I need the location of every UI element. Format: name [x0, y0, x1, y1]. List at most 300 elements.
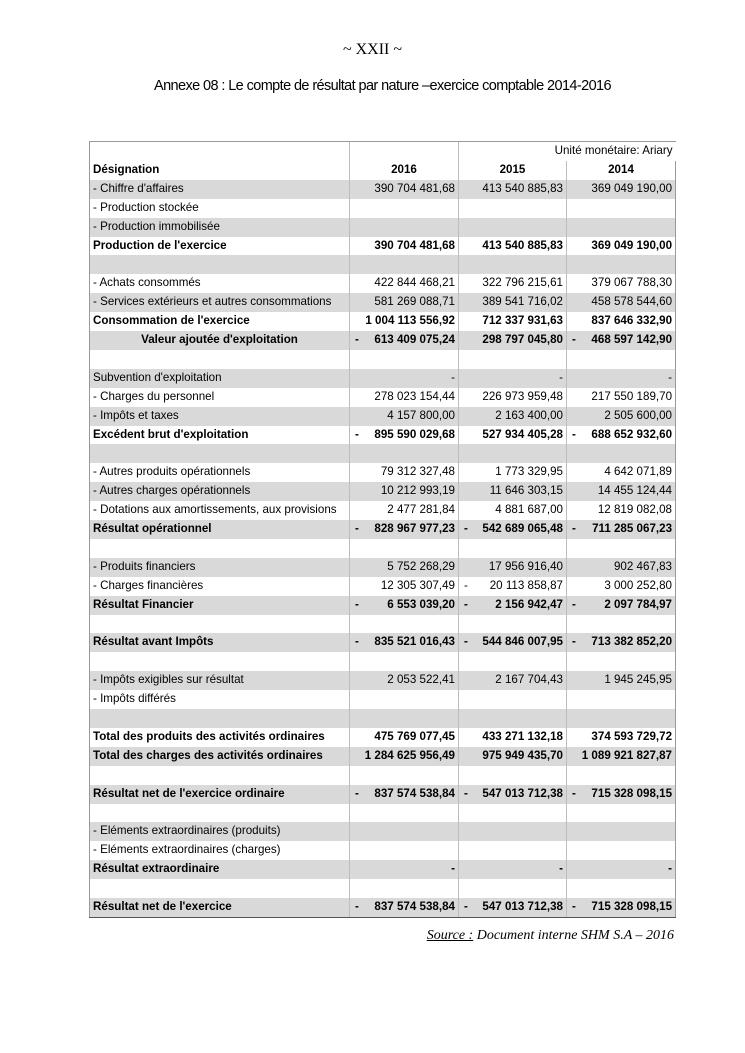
value-2014	[567, 350, 676, 369]
value-2016	[350, 293, 459, 312]
value-2016	[350, 274, 459, 293]
value-2015	[459, 652, 567, 671]
value-text: 1 773 329,95	[495, 465, 563, 479]
row-label	[90, 709, 350, 728]
value-2014	[567, 369, 676, 388]
row-label: Résultat extraordinaire	[90, 860, 350, 879]
annex-title: Annexe 08 : Le compte de résultat par nature –exercice comptable 2014-2016	[154, 78, 611, 94]
table-row	[90, 199, 676, 218]
row-label: - Charges du personnel	[90, 388, 350, 407]
value-text: 413 540 885,83	[482, 238, 563, 252]
row-label: - Dotations aux amortissements, aux provisions	[90, 501, 350, 520]
value-2016	[350, 766, 459, 785]
value-2015	[459, 388, 567, 407]
value-text: 1 004 113 556,92	[365, 314, 455, 328]
value-2015	[459, 709, 567, 728]
value-text: 837 646 332,90	[591, 314, 673, 328]
row-label: - Achats consommés	[90, 274, 350, 293]
source-label: Source :	[426, 928, 474, 943]
table-row	[90, 218, 676, 237]
value-2016	[350, 822, 459, 841]
row-label	[90, 879, 350, 898]
value-text: 217 550 189,70	[591, 389, 673, 403]
value-2014	[567, 407, 676, 426]
value-text: -	[559, 862, 563, 876]
value-2016	[350, 652, 459, 671]
value-2016	[350, 747, 459, 766]
spacer-row	[90, 350, 676, 369]
value-2014	[567, 652, 676, 671]
value-2015	[459, 558, 567, 577]
value-2016	[350, 690, 459, 709]
negative-sign: -	[355, 333, 359, 347]
value-text: -	[451, 370, 455, 384]
value-text: 389 541 716,02	[482, 295, 563, 309]
negative-sign: -	[355, 597, 359, 611]
value-2014	[567, 860, 676, 879]
unit-empty-cell	[350, 142, 459, 161]
row-label: Résultat net de l'exercice	[90, 898, 350, 917]
value-2016	[350, 331, 459, 350]
value-text: 902 467,83	[613, 559, 673, 573]
table-row	[90, 822, 676, 841]
value-text: 11 646 303,15	[489, 484, 563, 498]
value-2015	[459, 577, 567, 596]
row-label: Résultat net de l'exercice ordinaire	[90, 785, 350, 804]
row-label	[90, 350, 350, 369]
row-label: - Produits financiers	[90, 558, 350, 577]
value-text: 3 000 252,80	[604, 578, 673, 592]
value-text: -	[668, 370, 673, 384]
value-2015	[459, 350, 567, 369]
value-2014	[567, 444, 676, 463]
value-text: -	[451, 862, 455, 876]
value-2015	[459, 255, 567, 274]
spacer-row	[90, 766, 676, 785]
value-2015	[459, 766, 567, 785]
value-2014	[567, 709, 676, 728]
row-label: Total des produits des activités ordinaires	[90, 728, 350, 747]
value-text: 20 113 858,87	[489, 578, 563, 592]
row-label: Excédent brut d'exploitation	[90, 426, 350, 445]
value-2015	[459, 860, 567, 879]
value-2014	[567, 558, 676, 577]
source-text: Document interne SHM S.A – 2016	[473, 928, 674, 943]
value-2016	[350, 255, 459, 274]
value-2016	[350, 596, 459, 615]
table-row	[90, 463, 676, 482]
value-2014	[567, 218, 676, 237]
value-text: 828 967 977,23	[374, 522, 455, 536]
value-text: 1 089 921 827,87	[581, 748, 673, 762]
value-2015	[459, 539, 567, 558]
value-2015	[459, 520, 567, 539]
value-2015	[459, 633, 567, 652]
negative-sign: -	[464, 635, 468, 649]
value-2015	[459, 199, 567, 218]
row-label: Résultat Financier	[90, 596, 350, 615]
value-2015	[459, 274, 567, 293]
income-statement-table	[89, 141, 676, 918]
table-row	[90, 898, 676, 917]
row-label	[90, 804, 350, 823]
negative-sign: -	[355, 522, 359, 536]
value-2014	[567, 596, 676, 615]
value-text: 12 819 082,08	[597, 503, 673, 517]
value-2014	[567, 785, 676, 804]
value-2015	[459, 898, 567, 917]
row-label	[90, 444, 350, 463]
value-2014	[567, 274, 676, 293]
value-text: 2 167 704,43	[495, 673, 563, 687]
table-row	[90, 482, 676, 501]
negative-sign: -	[464, 597, 468, 611]
table-row	[90, 860, 676, 879]
table-row	[90, 633, 676, 652]
source-note	[427, 928, 674, 944]
negative-sign: -	[572, 597, 576, 611]
header-2016: 2016	[350, 161, 459, 180]
row-label: - Services extérieurs et autres consommations	[90, 293, 350, 312]
spacer-row	[90, 709, 676, 728]
value-text: 369 049 190,00	[591, 181, 673, 195]
value-2016	[350, 350, 459, 369]
table-row	[90, 331, 676, 350]
row-label	[90, 652, 350, 671]
value-2016	[350, 633, 459, 652]
value-2014	[567, 879, 676, 898]
row-label: - Charges financières	[90, 577, 350, 596]
value-2014	[567, 577, 676, 596]
value-2015	[459, 426, 567, 445]
value-2014	[567, 804, 676, 823]
value-text: 17 956 916,40	[488, 559, 563, 573]
table-row	[90, 501, 676, 520]
value-2016	[350, 312, 459, 331]
table-row	[90, 180, 676, 199]
negative-sign: -	[464, 522, 468, 536]
table-row	[90, 785, 676, 804]
value-2016	[350, 218, 459, 237]
spacer-row	[90, 255, 676, 274]
value-2016	[350, 482, 459, 501]
value-2014	[567, 293, 676, 312]
value-2016	[350, 841, 459, 860]
value-text: 2 505 600,00	[604, 408, 673, 422]
row-label: - Autres charges opérationnels	[90, 482, 350, 501]
table-row	[90, 520, 676, 539]
value-text: 835 521 016,43	[374, 635, 455, 649]
row-label: - Impôts exigibles sur résultat	[90, 671, 350, 690]
table-row	[90, 596, 676, 615]
value-2014	[567, 331, 676, 350]
header-2014: 2014	[567, 161, 676, 180]
value-2016	[350, 860, 459, 879]
negative-sign: -	[355, 900, 359, 914]
value-2016	[350, 558, 459, 577]
table-row	[90, 293, 676, 312]
row-label: - Eléments extraordinaires (charges)	[90, 841, 350, 860]
value-text: 475 769 077,45	[374, 729, 455, 743]
value-2015	[459, 747, 567, 766]
value-text: 14 455 124,44	[597, 484, 673, 498]
value-2016	[350, 237, 459, 256]
negative-sign: -	[355, 427, 359, 441]
negative-sign: -	[572, 900, 576, 914]
value-2014	[567, 615, 676, 634]
value-2015	[459, 237, 567, 256]
table-row	[90, 388, 676, 407]
value-2014	[567, 463, 676, 482]
value-2016	[350, 709, 459, 728]
value-text: 542 689 065,48	[482, 522, 563, 536]
negative-sign: -	[464, 900, 468, 914]
negative-sign: -	[572, 635, 576, 649]
value-2015	[459, 312, 567, 331]
negative-sign: -	[572, 522, 576, 536]
value-text: 2 053 522,41	[387, 673, 455, 687]
value-2016	[350, 520, 459, 539]
value-2014	[567, 728, 676, 747]
value-2014	[567, 766, 676, 785]
row-label: - Chiffre d'affaires	[90, 180, 350, 199]
value-text: 298 797 045,80	[482, 333, 563, 347]
negative-sign: -	[355, 786, 359, 800]
value-2014	[567, 180, 676, 199]
value-2014	[567, 633, 676, 652]
value-2016	[350, 898, 459, 917]
value-text: 468 597 142,90	[591, 333, 673, 347]
row-label	[90, 539, 350, 558]
value-2016	[350, 577, 459, 596]
unit-row	[90, 142, 676, 161]
value-text: 4 881 687,00	[495, 503, 563, 517]
spacer-row	[90, 615, 676, 634]
value-2015	[459, 482, 567, 501]
value-2014	[567, 199, 676, 218]
table-row	[90, 841, 676, 860]
value-text: 278 023 154,44	[374, 389, 455, 403]
value-text: 422 844 468,21	[374, 276, 455, 290]
negative-sign: -	[572, 333, 576, 347]
value-2015	[459, 331, 567, 350]
spacer-row	[90, 652, 676, 671]
value-2015	[459, 293, 567, 312]
value-text: 837 574 538,84	[374, 786, 455, 800]
value-2015	[459, 369, 567, 388]
value-text: 715 328 098,15	[591, 786, 673, 800]
value-text: 413 540 885,83	[482, 181, 563, 195]
value-2016	[350, 501, 459, 520]
table-row	[90, 426, 676, 445]
value-2016	[350, 369, 459, 388]
spacer-row	[90, 804, 676, 823]
value-text: 544 846 007,95	[482, 635, 563, 649]
header-2015: 2015	[459, 161, 567, 180]
value-2014	[567, 312, 676, 331]
value-2016	[350, 615, 459, 634]
value-2014	[567, 539, 676, 558]
value-text: 895 590 029,68	[374, 427, 455, 441]
value-text: 715 328 098,15	[591, 900, 673, 914]
value-text: 379 067 788,30	[591, 276, 673, 290]
negative-sign: -	[464, 786, 468, 800]
negative-sign: -	[355, 635, 359, 649]
value-2015	[459, 728, 567, 747]
value-2015	[459, 615, 567, 634]
table-row	[90, 274, 676, 293]
value-text: -	[559, 370, 563, 384]
page-number: ~ XXII ~	[342, 41, 403, 58]
row-label	[90, 615, 350, 634]
value-text: 613 409 075,24	[374, 333, 455, 347]
row-label: Valeur ajoutée d'exploitation	[90, 331, 350, 350]
spacer-row	[90, 879, 676, 898]
table-row	[90, 312, 676, 331]
value-2016	[350, 463, 459, 482]
table-row	[90, 577, 676, 596]
value-text: 5 752 268,29	[387, 559, 455, 573]
value-2016	[350, 407, 459, 426]
value-2015	[459, 444, 567, 463]
value-text: 2 163 400,00	[495, 408, 563, 422]
value-text: 547 013 712,38	[482, 900, 563, 914]
row-label	[90, 255, 350, 274]
row-label: Consommation de l'exercice	[90, 312, 350, 331]
value-2016	[350, 388, 459, 407]
table-row	[90, 728, 676, 747]
value-2016	[350, 728, 459, 747]
value-text: 4 642 071,89	[604, 465, 673, 479]
value-2016	[350, 539, 459, 558]
value-2016	[350, 671, 459, 690]
value-text: -	[668, 862, 673, 876]
value-2014	[567, 822, 676, 841]
value-text: 6 553 039,20	[387, 597, 455, 611]
value-text: 12 305 307,49	[380, 578, 455, 592]
row-label: - Production immobilisée	[90, 218, 350, 237]
row-label: - Eléments extraordinaires (produits)	[90, 822, 350, 841]
value-2016	[350, 180, 459, 199]
row-label: - Production stockée	[90, 199, 350, 218]
value-2015	[459, 596, 567, 615]
value-text: 2 097 784,97	[604, 597, 673, 611]
value-text: 581 269 088,71	[374, 295, 455, 309]
negative-sign: -	[572, 786, 576, 800]
value-2016	[350, 426, 459, 445]
value-text: 711 285 067,23	[592, 522, 673, 536]
value-text: 374 593 729,72	[591, 729, 673, 743]
unit-label: Unité monétaire: Ariary	[459, 142, 676, 161]
value-2014	[567, 520, 676, 539]
value-text: 390 704 481,68	[374, 181, 455, 195]
value-text: 527 934 405,28	[482, 427, 563, 441]
row-label: - Impôts et taxes	[90, 407, 350, 426]
value-2015	[459, 879, 567, 898]
value-text: 1 945 245,95	[604, 673, 673, 687]
value-2015	[459, 180, 567, 199]
value-text: 458 578 544,60	[591, 295, 673, 309]
value-2014	[567, 237, 676, 256]
value-2015	[459, 407, 567, 426]
value-2016	[350, 785, 459, 804]
row-label	[90, 766, 350, 785]
value-2015	[459, 218, 567, 237]
value-2016	[350, 879, 459, 898]
spacer-row	[90, 444, 676, 463]
value-2015	[459, 463, 567, 482]
value-2014	[567, 690, 676, 709]
row-label: Subvention d'exploitation	[90, 369, 350, 388]
negative-sign: -	[464, 578, 468, 592]
value-2015	[459, 690, 567, 709]
value-2015	[459, 822, 567, 841]
value-2015	[459, 841, 567, 860]
value-text: 1 284 625 956,49	[364, 748, 455, 762]
value-text: 837 574 538,84	[374, 900, 455, 914]
value-2014	[567, 482, 676, 501]
header-designation: Désignation	[90, 161, 350, 180]
row-label: Total des charges des activités ordinaires	[90, 747, 350, 766]
value-2014	[567, 671, 676, 690]
table-row	[90, 369, 676, 388]
value-text: 2 156 942,47	[495, 597, 563, 611]
row-label: - Impôts différés	[90, 690, 350, 709]
value-2015	[459, 501, 567, 520]
row-label: Production de l'exercice	[90, 237, 350, 256]
value-2015	[459, 671, 567, 690]
value-2014	[567, 747, 676, 766]
table-row	[90, 690, 676, 709]
table-row	[90, 747, 676, 766]
value-2016	[350, 444, 459, 463]
row-label: Résultat avant Impôts	[90, 633, 350, 652]
value-2016	[350, 199, 459, 218]
value-text: 369 049 190,00	[591, 238, 673, 252]
value-text: 547 013 712,38	[482, 786, 563, 800]
value-2014	[567, 426, 676, 445]
value-text: 2 477 281,84	[387, 503, 455, 517]
value-text: 79 312 327,48	[380, 465, 455, 479]
unit-empty-cell	[90, 142, 350, 161]
value-2015	[459, 804, 567, 823]
table-row	[90, 671, 676, 690]
value-2014	[567, 388, 676, 407]
table-row	[90, 558, 676, 577]
value-text: 4 157 800,00	[387, 408, 455, 422]
table-row	[90, 237, 676, 256]
value-text: 712 337 931,63	[482, 314, 563, 328]
value-2014	[567, 841, 676, 860]
value-2014	[567, 255, 676, 274]
row-label: - Autres produits opérationnels	[90, 463, 350, 482]
table-row	[90, 407, 676, 426]
value-text: 226 973 959,48	[482, 389, 563, 403]
value-text: 322 796 215,61	[482, 276, 563, 290]
value-2014	[567, 898, 676, 917]
value-text: 688 652 932,60	[591, 427, 673, 441]
header-row	[90, 161, 676, 180]
spacer-row	[90, 539, 676, 558]
value-2014	[567, 501, 676, 520]
value-text: 433 271 132,18	[482, 729, 563, 743]
value-2016	[350, 804, 459, 823]
value-text: 390 704 481,68	[374, 238, 455, 252]
value-text: 713 382 852,20	[591, 635, 673, 649]
negative-sign: -	[572, 427, 576, 441]
value-text: 10 212 993,19	[380, 484, 455, 498]
value-text: 975 949 435,70	[482, 748, 563, 762]
